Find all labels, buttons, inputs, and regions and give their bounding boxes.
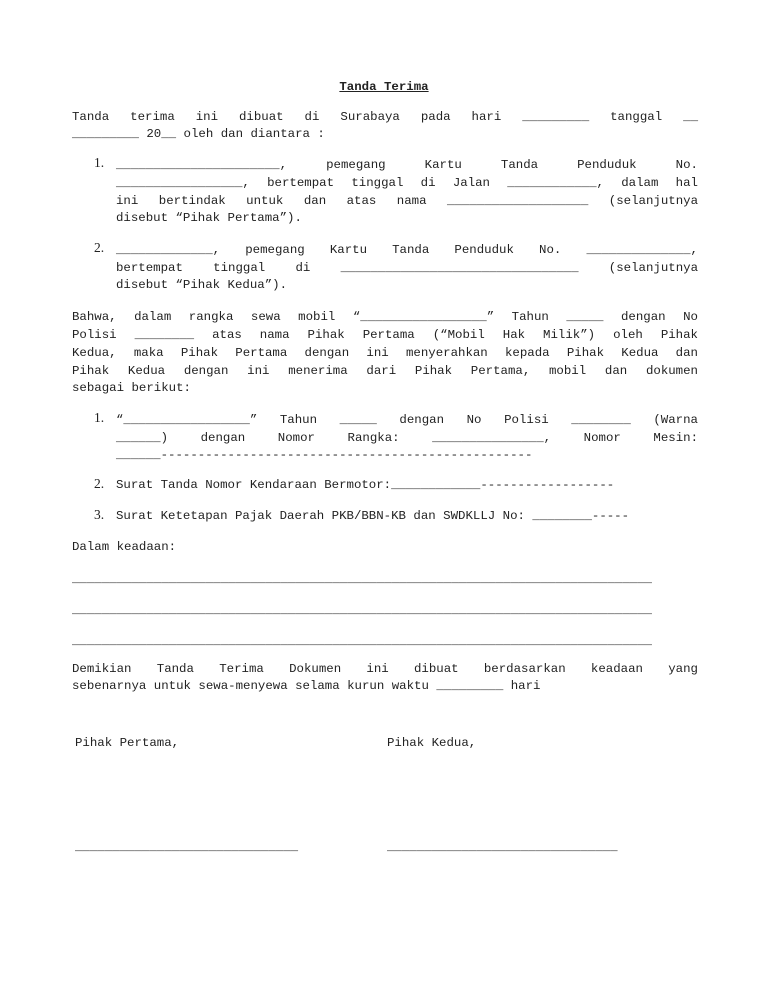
second-party-signature-line: _______________________________ (387, 840, 618, 854)
statement-line-4: Pihak Kedua dengan ini menerima dari Pihak Pertama, mobil dan dokumen (72, 364, 698, 378)
item-1-number: 1. (94, 410, 105, 425)
intro-line-2: _________ 20__ oleh dan diantara : (72, 127, 325, 141)
first-party-signature-line: ______________________________ (75, 840, 299, 854)
item-3-text: Surat Ketetapan Pajak Daerah PKB/BBN-KB dan SWDKLLJ No: ________----- (116, 509, 630, 523)
party-1-number: 1. (94, 155, 105, 170)
condition-blank-line-2: ______________________________________________________________________________ (72, 603, 652, 617)
statement-line-5: sebagai berikut: (72, 381, 191, 395)
item-3-number: 3. (94, 507, 105, 522)
statement-line-3: Kedua, maka Pihak Pertama dengan ini menyerahkan kepada Pihak Kedua dan (72, 346, 698, 360)
party-2-line-3: disebut “Pihak Kedua”). (116, 278, 288, 292)
party-1-line-1: ______________________, pemegang Kartu Tanda Penduduk No. (116, 158, 698, 172)
condition-label: Dalam keadaan: (72, 540, 177, 554)
party-2-line-1: _____________, pemegang Kartu Tanda Penduduk No. ______________, (116, 243, 698, 257)
party-1-line-3: ini bertindak untuk dan atas nama ___________________ (selanjutnya (116, 194, 698, 208)
statement-line-1: Bahwa, dalam rangka sewa mobil “_________________” Tahun _____ dengan No (72, 310, 698, 324)
item-2-number: 2. (94, 476, 105, 491)
condition-blank-line-3: ______________________________________________________________________________ (72, 634, 652, 648)
condition-blank-line-1: ______________________________________________________________________________ (72, 572, 652, 586)
document-title: Tanda Terima (339, 80, 429, 94)
item-1-line-1: “_________________” Tahun _____ dengan No Polisi ________ (Warna (116, 413, 698, 427)
closing-line-1: Demikian Tanda Terima Dokumen ini dibuat berdasarkan keadaan yang (72, 662, 698, 676)
intro-line-1: Tanda terima ini dibuat di Surabaya pada hari _________ tanggal __ (72, 110, 698, 124)
closing-line-2: sebenarnya untuk sewa-menyewa selama kurun waktu _________ hari (72, 679, 541, 693)
first-party-signature-label: Pihak Pertama, (75, 736, 180, 750)
party-1-line-2: _________________, bertempat tinggal di Jalan ____________, dalam hal (116, 176, 698, 190)
item-1-line-2: ______) dengan Nomor Rangka: _______________, Nomor Mesin: (116, 431, 698, 445)
party-2-line-2: bertempat tinggal di ________________________________ (selanjutnya (116, 261, 698, 275)
item-2-text: Surat Tanda Nomor Kendaraan Bermotor:____________------------------ (116, 478, 615, 492)
second-party-signature-label: Pihak Kedua, (387, 736, 477, 750)
item-1-line-3: ______-------------------------------------------------- (116, 448, 533, 462)
statement-line-2: Polisi ________ atas nama Pihak Pertama (“Mobil Hak Milik”) oleh Pihak (72, 328, 698, 342)
party-1-line-4: disebut “Pihak Pertama”). (116, 211, 302, 225)
party-2-number: 2. (94, 240, 105, 255)
